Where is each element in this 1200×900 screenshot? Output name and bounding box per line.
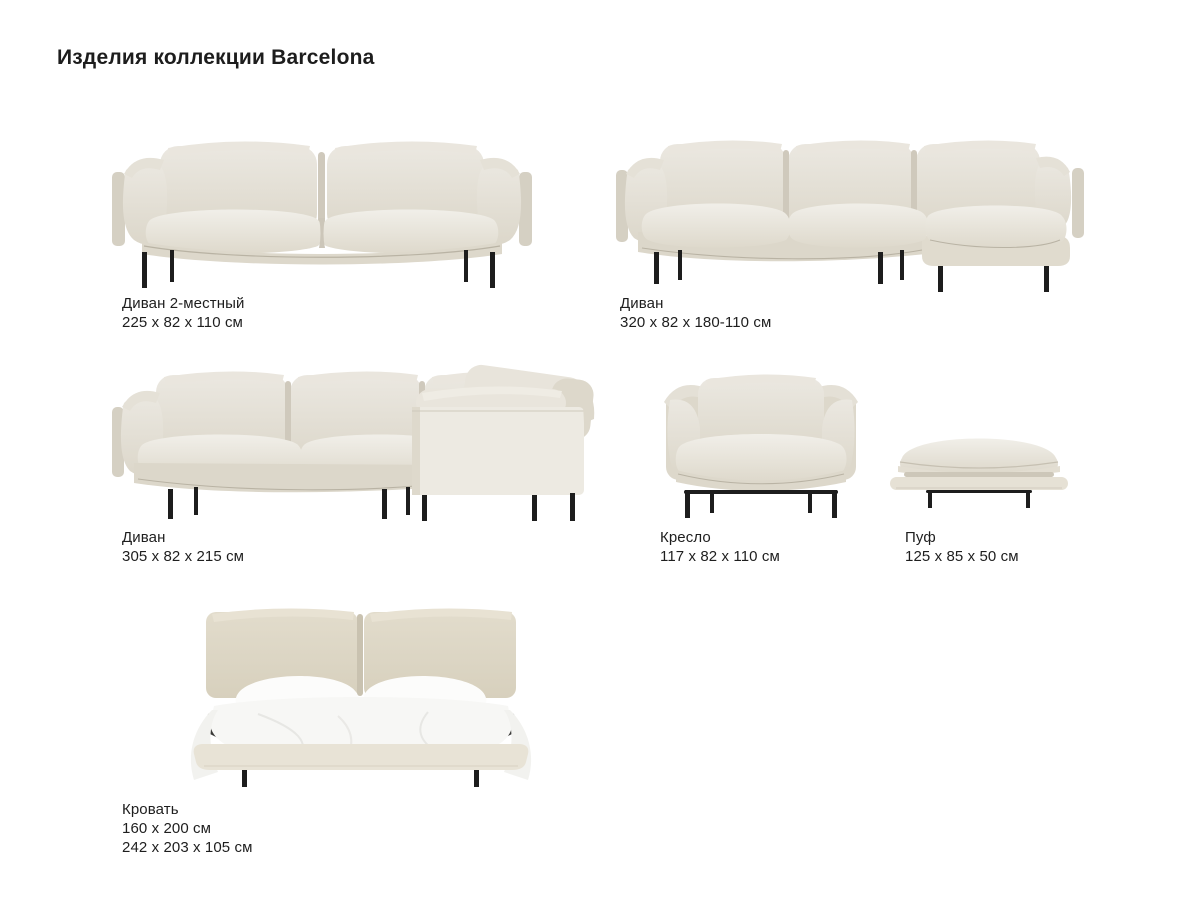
product-name: Диван bbox=[620, 295, 664, 312]
product-caption bbox=[620, 294, 771, 332]
product-dimensions-2: 242 x 203 x 105 см bbox=[122, 839, 253, 856]
product-caption bbox=[905, 528, 1019, 566]
product-caption bbox=[660, 528, 780, 566]
product-card-bed[interactable] bbox=[122, 604, 544, 862]
product-card-sofa-chaise[interactable] bbox=[616, 128, 1086, 336]
product-dimensions: 125 x 85 x 50 см bbox=[905, 548, 1019, 565]
product-card-armchair[interactable] bbox=[652, 366, 870, 571]
product-caption bbox=[122, 294, 244, 332]
product-image-sofa-corner bbox=[112, 363, 598, 523]
product-name: Диван 2-местный bbox=[122, 295, 245, 312]
product-name: Диван bbox=[122, 529, 166, 546]
product-card-pouf[interactable] bbox=[888, 424, 1070, 571]
product-image-pouf bbox=[888, 424, 1070, 508]
product-card-sofa-two-seat[interactable] bbox=[112, 126, 532, 336]
product-dimensions: 117 x 82 x 110 см bbox=[660, 548, 780, 565]
product-dimensions: 160 x 200 см bbox=[122, 820, 212, 837]
product-dimensions: 305 x 82 x 215 см bbox=[122, 548, 245, 565]
product-image-armchair bbox=[652, 366, 870, 518]
product-name: Кровать bbox=[122, 801, 179, 818]
product-image-sofa-two-seat bbox=[112, 126, 532, 290]
product-caption bbox=[122, 800, 253, 857]
product-image-sofa-chaise bbox=[616, 128, 1086, 292]
product-card-sofa-corner[interactable] bbox=[112, 363, 598, 571]
product-image-bed bbox=[178, 604, 544, 788]
product-name: Кресло bbox=[660, 529, 711, 546]
page-title: Изделия коллекции Barcelona bbox=[57, 46, 375, 69]
product-caption bbox=[122, 528, 244, 566]
product-dimensions: 225 x 82 x 110 см bbox=[122, 314, 243, 331]
product-dimensions: 320 x 82 x 180-110 см bbox=[620, 314, 772, 331]
product-name: Пуф bbox=[905, 529, 936, 546]
